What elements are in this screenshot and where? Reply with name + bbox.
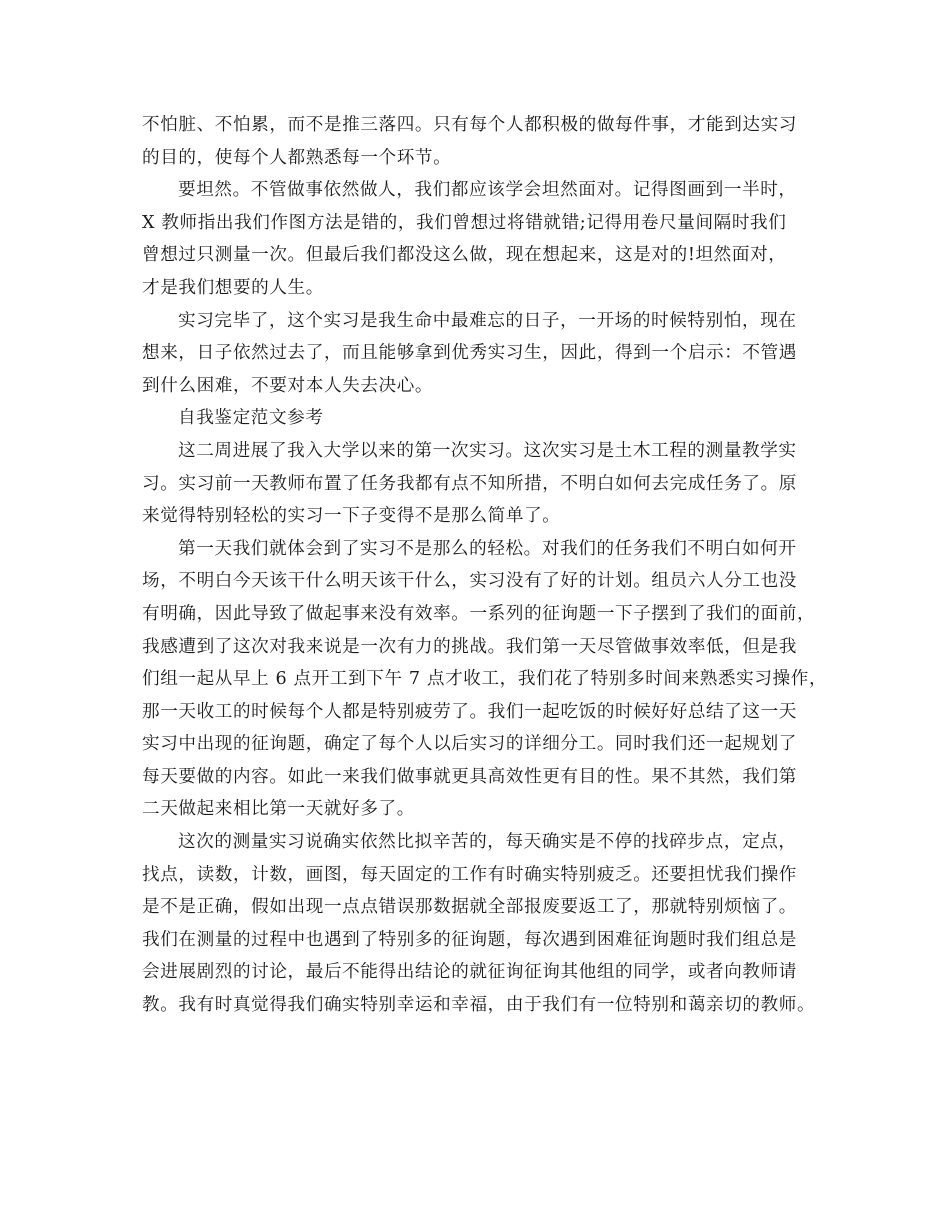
text-line: 自我鉴定范文参考 xyxy=(178,408,324,429)
text-line: 习。实习前一天教师布置了任务我都有点不知所措，不明白如何去完成任务了。原 xyxy=(142,473,797,494)
text-line: 找点，读数，计数，画图，每天固定的工作有时确实特别疲乏。还要担忧我们操作 xyxy=(142,864,797,885)
text-line: 二天做起来相比第一天就好多了。 xyxy=(142,799,415,820)
text-line: 到什么困难，不要对本人失去决心。 xyxy=(142,375,434,396)
document-body xyxy=(142,109,830,1022)
section-heading xyxy=(142,402,830,435)
text-line: 要坦然。不管做事依然做人，我们都应该学会坦然面对。记得图画到一半时， xyxy=(178,180,797,201)
text-line: 才是我们想要的人生。 xyxy=(142,277,324,298)
paragraph xyxy=(142,435,830,533)
text-line: 每天要做的内容。如此一来我们做事就更具高效性更有目的性。果不其然，我们第 xyxy=(142,766,797,787)
text-line: 场，不明白今天该干什么明天该干什么，实习没有了好的计划。组员六人分工也没 xyxy=(142,571,797,592)
text-line: 有明确，因此导致了做起事来没有效率。一系列的征询题一下子摆到了我们的面前， xyxy=(142,603,816,624)
text-line: 教。我有时真觉得我们确实特别幸运和幸福，由于我们有一位特别和蔼亲切的教师。 xyxy=(142,995,816,1016)
text-line: 是不是正确，假如出现一点点错误那数据就全部报废要返工了，那就特别烦恼了。 xyxy=(142,897,797,918)
text-line: 我感遭到了这次对我来说是一次有力的挑战。我们第一天尽管做事效率低，但是我 xyxy=(142,636,797,657)
text-line: 那一天收工的时候每个人都是特别疲劳了。我们一起吃饭的时候好好总结了这一天 xyxy=(142,701,797,722)
text-line: 来觉得特别轻松的实习一下子变得不是那么简单了。 xyxy=(142,506,561,527)
paragraph xyxy=(142,826,830,1022)
text-line: X 教师指出我们作图方法是错的，我们曾想过将错就错;记得用卷尺量间隔时我们 xyxy=(142,212,787,233)
text-line: 曾想过只测量一次。但最后我们都没这么做，现在想起来，这是对的!坦然面对， xyxy=(142,245,787,266)
text-line: 实习中出现的征询题，确定了每个人以后实习的详细分工。同时我们还一起规划了 xyxy=(142,734,797,755)
text-line: 们组一起从早上 6 点开工到下午 7 点才收工，我们花了特别多时间来熟悉实习操作， xyxy=(142,669,828,690)
text-line: 实习完毕了，这个实习是我生命中最难忘的日子，一开场的时候特别怕，现在 xyxy=(178,310,797,331)
text-line: 想来，日子依然过去了，而且能够拿到优秀实习生，因此，得到一个启示：不管遇 xyxy=(142,343,797,364)
text-line: 这二周进展了我入大学以来的第一次实习。这次实习是土木工程的测量教学实 xyxy=(178,440,797,461)
text-line: 这次的测量实习说确实依然比拟辛苦的，每天确实是不停的找碎步点，定点， xyxy=(178,832,797,853)
text-line: 第一天我们就体会到了实习不是那么的轻松。对我们的任务我们不明白如何开 xyxy=(178,538,797,559)
text-line: 我们在测量的过程中也遇到了特别多的征询题，每次遇到困难征询题时我们组总是 xyxy=(142,929,797,950)
paragraph xyxy=(142,305,830,403)
paragraph xyxy=(142,174,830,304)
text-line: 不怕脏、不怕累，而不是推三落四。只有每个人都积极的做每件事，才能到达实习 xyxy=(142,115,797,135)
text-line: 会进展剧烈的讨论，最后不能得出结论的就征询征询其他组的同学，或者向教师请 xyxy=(142,962,797,983)
text-line: 的目的，使每个人都熟悉每一个环节。 xyxy=(142,147,452,168)
paragraph xyxy=(142,109,830,174)
paragraph xyxy=(142,533,830,826)
